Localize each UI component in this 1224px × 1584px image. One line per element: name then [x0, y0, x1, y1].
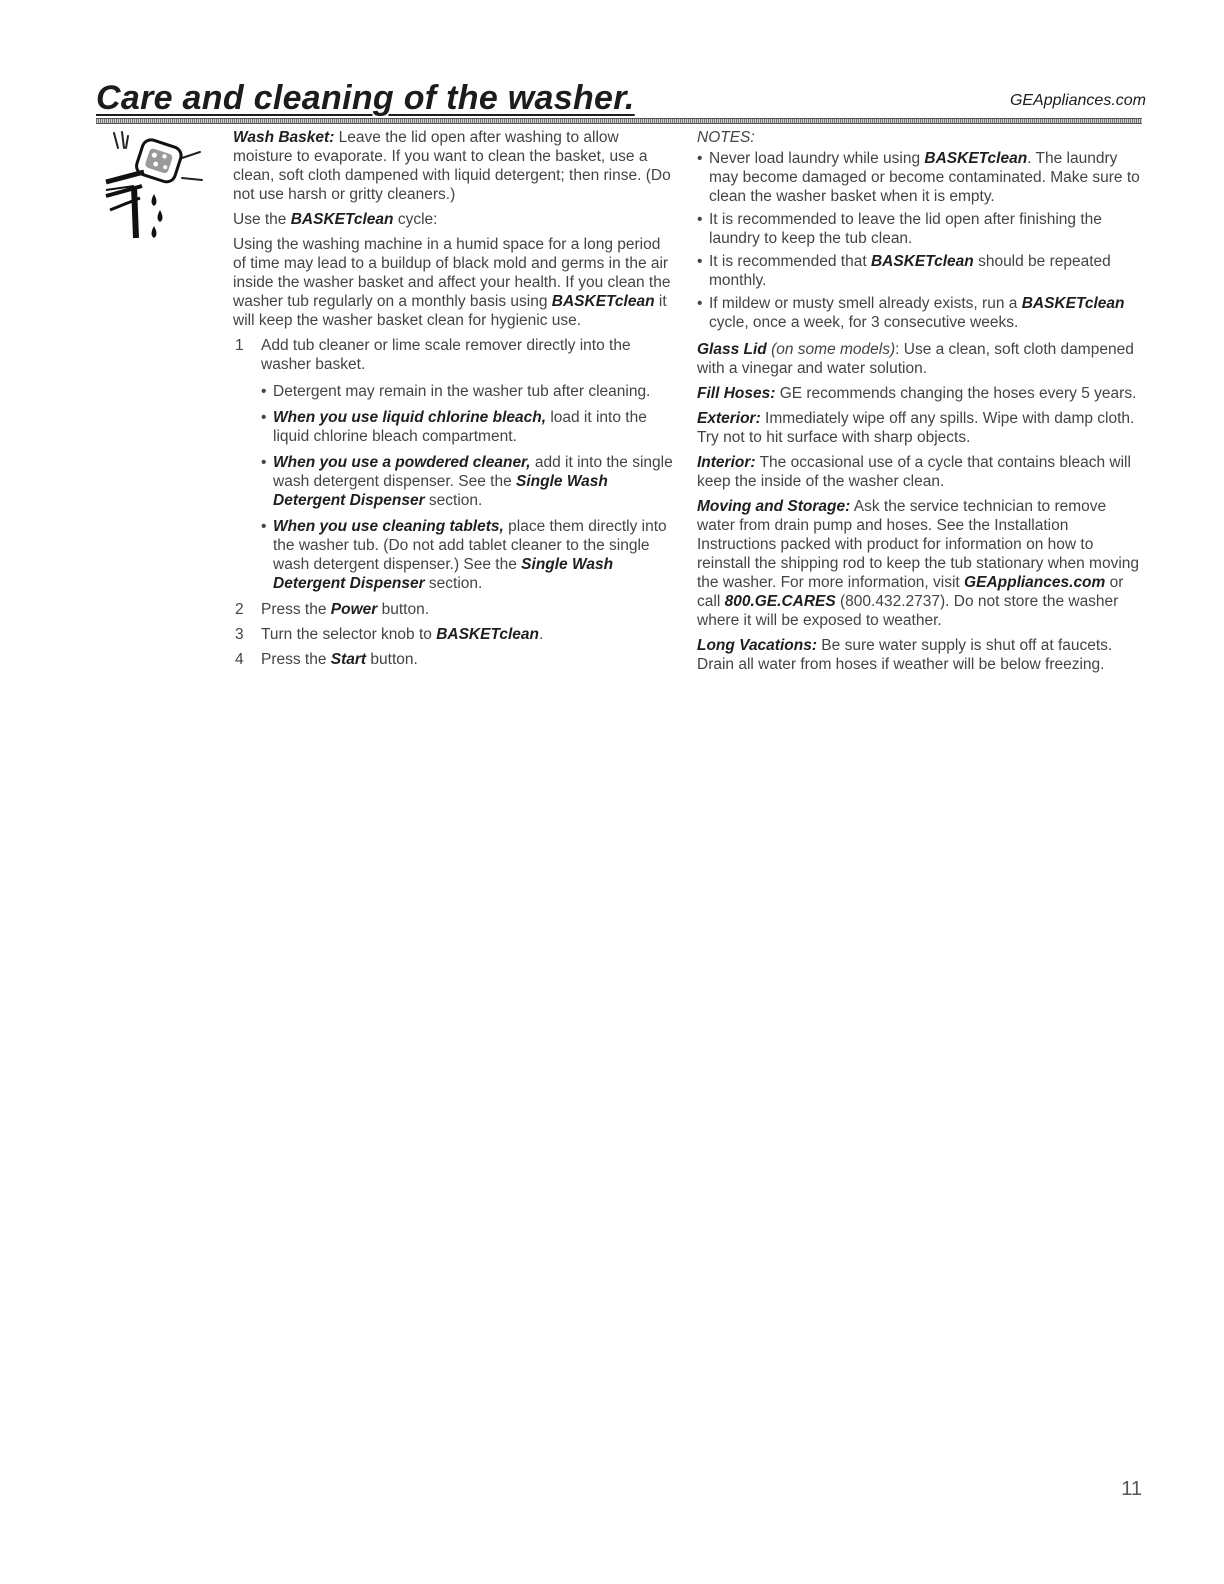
- header-rule: [96, 118, 1142, 124]
- step-number: 1: [235, 337, 244, 354]
- moving-storage-end: (800.432.2737). Do not store the washer where it will be exposed to weather.: [697, 593, 1119, 629]
- intro-keyword: BASKETclean: [551, 293, 655, 310]
- step-1-bullets: [261, 382, 673, 593]
- step-1: [233, 336, 673, 593]
- bullet-cleaning-tablets: [261, 517, 673, 593]
- step-text: Press the: [261, 651, 331, 668]
- step-number: 3: [235, 626, 244, 643]
- bullet-liquid-bleach: [261, 408, 673, 446]
- exterior-paragraph: [697, 409, 1147, 447]
- long-vacations-label: Long Vacations:: [697, 637, 817, 654]
- interior-label: Interior:: [697, 454, 756, 471]
- use-cycle-line: [233, 210, 673, 229]
- intro-pre: Using the washing machine in a humid space for a long period of time may lead to a buildup of black mold and germs in the air inside the washer basket and affect your health. If you clean the washer tub regularly on a monthly basis using: [233, 236, 671, 310]
- use-cycle-post: cycle:: [393, 211, 438, 228]
- bullet-keyword: When you use liquid chlorine bleach,: [273, 409, 547, 426]
- step-3: [233, 625, 673, 644]
- page-number: 11: [1121, 1478, 1142, 1500]
- note-keyword: BASKETclean: [870, 253, 974, 270]
- long-vacations-paragraph: [697, 636, 1147, 674]
- note-keyword: BASKETclean: [924, 150, 1028, 167]
- moving-storage-paragraph: [697, 497, 1147, 630]
- step-keyword: Start: [330, 651, 367, 668]
- note-text-end: should be repeated monthly.: [709, 253, 1111, 289]
- left-column: [233, 128, 673, 675]
- site-url: GEAppliances.com: [1009, 92, 1146, 109]
- bullet-keyword: When you use a powdered cleaner,: [273, 454, 531, 471]
- note-text: If mildew or musty smell already exists, run a: [709, 295, 1022, 312]
- bullet-text-end: section.: [424, 575, 483, 592]
- fill-hoses-text: GE recommends changing the hoses every 5 years.: [775, 385, 1137, 402]
- moving-storage-text: Ask the service technician to remove water from drain pump and hoses. See the Installation Instructions packed with product for information on how to reinstall the shipping rod to keep the tub stationary when moving the washer. For more information, visit: [697, 498, 1140, 591]
- interior-paragraph: [697, 453, 1147, 491]
- glass-lid-paragraph: [697, 340, 1147, 378]
- step-2: [233, 600, 673, 619]
- note-text-end: . The laundry may become damaged or become contaminated. Make sure to clean the washer basket when it is empty.: [709, 150, 1140, 205]
- note-1: [697, 149, 1147, 206]
- note-text: It is recommended to leave the lid open after finishing the laundry to keep the tub clean.: [709, 211, 1102, 247]
- step-text: Add tub cleaner or lime scale remover directly into the washer basket.: [261, 337, 631, 373]
- wash-basket-label: Wash Basket:: [233, 129, 335, 146]
- long-vacations-text: Be sure water supply is shut off at faucets. Drain all water from hoses if weather will be below freezing.: [697, 637, 1113, 673]
- intro-post: it will keep the washer basket clean for hygienic use.: [233, 293, 667, 329]
- bullet-section-ref: Single Wash Detergent Dispenser: [273, 473, 608, 509]
- bullet-text: Detergent may remain in the washer tub after cleaning.: [273, 383, 651, 400]
- step-text: Press the: [261, 601, 331, 618]
- note-4: [697, 294, 1147, 332]
- exterior-text: Immediately wipe off any spills. Wipe with damp cloth. Try not to hit surface with sharp objects.: [697, 410, 1135, 446]
- step-keyword: BASKETclean: [436, 626, 539, 643]
- website-link[interactable]: GEAppliances.com: [964, 574, 1106, 591]
- step-4: [233, 650, 673, 669]
- glass-lid-label: Glass Lid: [697, 341, 767, 358]
- note-text: It is recommended that: [709, 253, 871, 270]
- step-number: 2: [235, 601, 244, 618]
- step-text: Turn the selector knob to: [261, 626, 437, 643]
- phone-number: 800.GE.CARES: [724, 593, 836, 610]
- right-column: [697, 128, 1147, 680]
- note-text-end: cycle, once a week, for 3 consecutive weeks.: [709, 314, 1019, 331]
- use-cycle-pre: Use the: [233, 211, 291, 228]
- note-keyword: BASKETclean: [1021, 295, 1125, 312]
- moving-storage-mid: or call: [697, 574, 1124, 610]
- step-text-end: .: [538, 626, 544, 643]
- notes-list: [697, 149, 1147, 332]
- glass-lid-text: : Use a clean, soft cloth dampened with a vinegar and water solution.: [697, 341, 1134, 377]
- bullet-text-end: section.: [424, 492, 483, 509]
- bullet-section-ref: Single Wash Detergent Dispenser: [273, 556, 614, 592]
- moving-storage-label: Moving and Storage:: [697, 498, 851, 515]
- step-text-end: button.: [366, 651, 418, 668]
- bullet-text: add it into the single wash detergent dispenser. See the: [273, 454, 673, 490]
- bullet-text: place them directly into the washer tub. (Do not add tablet cleaner to the single wash detergent dispenser.) See the: [273, 518, 667, 573]
- steps-list: [233, 336, 673, 669]
- bullet-detergent-remains: [261, 382, 673, 401]
- step-number: 4: [235, 651, 244, 668]
- bullet-text: load it into the liquid chlorine bleach compartment.: [273, 409, 647, 445]
- sponge-cleaning-basket-icon: [104, 130, 212, 246]
- step-keyword: Power: [330, 601, 378, 618]
- use-cycle-keyword: BASKETclean: [290, 211, 394, 228]
- step-text-end: button.: [377, 601, 430, 618]
- page-title: Care and cleaning of the washer.: [96, 79, 635, 117]
- exterior-label: Exterior:: [697, 410, 761, 427]
- note-text: Never load laundry while using: [709, 150, 925, 167]
- wash-basket-paragraph: [233, 128, 673, 204]
- bullet-keyword: When you use cleaning tablets,: [273, 518, 504, 535]
- wash-basket-text: Leave the lid open after washing to allow moisture to evaporate. If you want to clean the basket, use a clean, soft cloth dampened with liquid detergent; then rinse. (Do not use harsh or gritty cleaners.): [233, 129, 671, 203]
- note-3: [697, 252, 1147, 290]
- glass-lid-qualifier: (on some models): [766, 341, 896, 358]
- notes-heading: [697, 128, 1147, 147]
- notes-heading-text: NOTES:: [697, 129, 755, 146]
- interior-text: The occasional use of a cycle that contains bleach will keep the inside of the washer clean.: [697, 454, 1131, 490]
- bullet-powdered-cleaner: [261, 453, 673, 510]
- fill-hoses-paragraph: [697, 384, 1147, 403]
- note-2: [697, 210, 1147, 248]
- fill-hoses-label: Fill Hoses:: [697, 385, 776, 402]
- intro-paragraph: [233, 235, 673, 330]
